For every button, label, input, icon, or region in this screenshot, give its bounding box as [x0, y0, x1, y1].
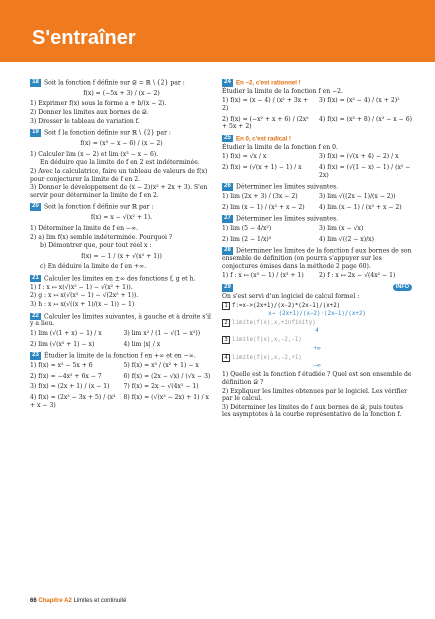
list-item: 4) lim |x| / x: [123, 340, 161, 348]
exercise-intro: Étudier la limite de la fonction f en −2.: [222, 87, 343, 95]
question: 3) Dresser le tableau de variation f.: [30, 117, 140, 125]
list-item: 4) f(x) = (√(1 − x) − 1) / (x² − 2x): [319, 163, 411, 179]
exercise-intro: Déterminer les limites de la fonction f aux bornes de son ensemble de définition (on pourra s'appuyer sur les conjectures émises dans la méthode 2 page 60).: [222, 247, 412, 270]
exercise-number: 21: [30, 275, 41, 283]
exercise-title: En 0, c'est radical !: [236, 135, 291, 143]
list-item: 1) lim (2x + 3) / (3x − 2): [222, 193, 298, 201]
cas-input: limite(f(x),x,-2,-1): [232, 337, 302, 344]
cas-input-row: [222, 354, 412, 362]
list-item: 2) f(x) = −4x² + 6x − 7: [30, 372, 102, 380]
header-banner: [0, 0, 435, 62]
exercise-number: 29: [222, 284, 233, 292]
exercise-intro: Déterminer les limites suivantes.: [236, 215, 339, 223]
list-item: 1) f : x ↦ (x³ − 1) / (x³ + 1): [222, 272, 304, 280]
question: 2) g : x ↦ x(√(x² − 1) − √(2x² + 1)).: [30, 292, 139, 300]
question: 1) f : x ↦ x(√(x² − 1) − √(x² + 1)).: [30, 283, 133, 291]
cas-output: +∞: [313, 345, 321, 352]
list-item: 1) f(x) = √x / x: [222, 153, 267, 161]
exercise-number: 28: [222, 247, 233, 255]
question: 2) a) lim f(x) semble indéterminée. Pourquoi ?: [30, 233, 173, 241]
cas-input: f:=x->(2x+1)/(x-2)*(2x-1)/(x+2): [232, 302, 341, 309]
list-item: 3) f(x) = (2x + 1) / (x − 1): [30, 383, 110, 391]
formula: f(x) = (−5x + 3) / (x − 2): [83, 89, 160, 97]
cas-cell-number: 3: [222, 336, 230, 344]
formula: f(x) = x − √(x² + 1).: [90, 214, 153, 222]
left-column: [30, 78, 213, 413]
list-item: 2) f(x) = (−x² + x + 6) / (2x² + 5x + 2): [222, 115, 309, 131]
question: 2) Expliquer les limites obtenues par le logiciel. Les vérifier par le calcul.: [222, 387, 408, 403]
exercise-intro: Calculer les limites suivantes, à gauche et à droite s'il y a lieu.: [30, 312, 212, 328]
question: 2) Donner les limites aux bornes de 𝒟.: [30, 109, 149, 117]
question: 2) Avec la calculatrice, faire un tableau de valeurs de f(x) pour conjecturer la limite de f en 2.: [30, 167, 208, 183]
right-column: [222, 78, 412, 423]
cas-input: limite(f(x),x,-2,+1): [232, 354, 302, 361]
cas-cell-number: 1: [222, 302, 230, 310]
page-number: 66: [30, 598, 37, 604]
exercise-27: [222, 215, 412, 243]
question: En déduire que la limite de f en 2 est indéterminée.: [40, 159, 200, 167]
question: 1) Calculer lim (x − 2) et lim (x³ − x − 6).: [30, 150, 159, 158]
exercise-intro: Soit la fonction f définie sur 𝒟 = ℝ \ {2} par :: [44, 79, 185, 87]
list-item: 2) lim (2 − 1/x)³: [222, 235, 272, 243]
list-item: 4) f(x) = (2x³ − 3x + 5) / (x³ + x − 3): [30, 394, 116, 409]
list-item: 1) lim (5 − 4/x²): [222, 225, 272, 233]
list-item: 4) f(x) = (x³ + 8) / (x² − x − 6): [319, 115, 412, 123]
cas-input-row: [222, 336, 412, 344]
exercise-25: [222, 135, 412, 179]
exercise-19: [30, 129, 213, 199]
list-item: 5) f(x) = x³ / (x² + 1) − x: [123, 362, 199, 370]
exercise-23: [30, 352, 213, 409]
list-item: 2) lim (√(x² + 1) − x): [30, 340, 95, 348]
exercise-22: [30, 313, 213, 349]
question: 1) Quelle est la fonction f étudiée ? Quel est son ensemble de définition 𝒟 ?: [222, 371, 412, 386]
formula: f(x) = − 1 / (x + √(x² + 1)): [81, 252, 162, 260]
exercise-number: 19: [30, 129, 41, 137]
exercise-intro: Étudier la limite de la fonction f en 0.: [222, 143, 338, 151]
exercise-26: [222, 183, 412, 211]
list-item: 8) f(x) = (√(x² − 2x) + 1) / x: [123, 394, 209, 401]
cas-input-row: [222, 302, 412, 310]
page-title: S'entraîner: [32, 27, 136, 49]
list-item: 6) f(x) = (2x − √x) / (√x − 3): [123, 372, 211, 380]
question: c) En déduire la limite de f en +∞.: [40, 263, 147, 271]
exercise-28: [222, 247, 412, 280]
exercise-intro: On s'est servi d'un logiciel de calcul formel :: [222, 292, 360, 300]
exercise-intro: Étudier la limite de la fonction f en +∞ et en −∞.: [44, 352, 196, 360]
list-item: 3) lim √((2x − 1)/(x − 2)): [319, 193, 396, 201]
exercise-number: 18: [30, 79, 41, 87]
list-item: 1) f(x) = x² − 5x + 6: [30, 362, 93, 370]
question: 1) Déterminer la limite de f en −∞.: [30, 224, 139, 232]
question: 3) Donner le développement de (x − 2)(x² + 2x + 3). S'en servir pour déterminer la limite de f en 2.: [30, 184, 208, 199]
exercise-title: En −2, c'est rationnel !: [236, 79, 301, 87]
exercise-29: [222, 284, 412, 419]
list-item: 4) lim (x − 1) / (x² + x − 2): [319, 203, 402, 211]
question: 3) h : x ↦ x(√((x + 1)/(x − 1)) − 1): [30, 301, 135, 309]
exercise-intro: Déterminer les limites suivantes.: [236, 183, 339, 191]
exercise-number: 27: [222, 215, 233, 223]
cas-output: 4: [315, 328, 319, 335]
question: 3) Déterminer les limites de f aux bornes de 𝒟, puis toutes les asymptotes à la courbe représentative de la fonction f.: [222, 403, 404, 419]
page-footer: [30, 598, 127, 606]
exercise-18: [30, 79, 213, 125]
list-item: 4) lim √((2 − x)/x): [319, 235, 374, 243]
exercise-number: 24: [222, 79, 233, 87]
list-item: 3) lim x² / (1 − √(1 − x²)): [123, 330, 201, 338]
exercise-21: [30, 275, 213, 309]
exercise-intro: Soit la fonction f définie sur ℝ par :: [44, 203, 154, 211]
chapter-title: Limites et continuité: [73, 598, 127, 604]
list-item: 2) f : x ↦ 2x − √(4x² − 1): [319, 272, 396, 280]
chapter-label: Chapitre A2: [38, 598, 72, 604]
list-item: 2) f(x) = (√(x + 1) − 1) / x: [222, 163, 302, 171]
exercise-20: [30, 203, 213, 271]
exercise-intro: Soit f la fonction définie sur ℝ \ {2} par :: [44, 129, 171, 137]
question: 1) Exprimer f(x) sous la forme a + b/(x − 2).: [30, 100, 167, 108]
cas-input: limite(f(x),x,+infinity): [232, 319, 316, 326]
info-badge: INFO: [393, 284, 412, 291]
list-item: 3) f(x) = (√(x + 4) − 2) / x: [319, 153, 399, 161]
exercise-number: 25: [222, 135, 233, 143]
cas-input-row: [222, 319, 412, 327]
list-item: 7) f(x) = 2x − √(4x² − 1): [123, 383, 199, 391]
cas-cell-number: 4: [222, 354, 230, 362]
formula: f(x) = (x³ − x − 6) / (x − 2): [80, 140, 163, 148]
exercise-number: 26: [222, 183, 233, 191]
exercise-24: [222, 79, 412, 131]
list-item: 1) lim (√(1 + x) − 1) / x: [30, 330, 102, 338]
cas-output: −∞: [313, 363, 321, 370]
list-item: 1) f(x) = (x − 4) / (x² + 3x + 2): [222, 97, 309, 113]
list-item: 3) f(x) = (x² − 4) / (x + 2)²: [319, 97, 400, 105]
exercise-number: 22: [30, 313, 41, 321]
exercise-number: 20: [30, 203, 41, 211]
exercise-number: 23: [30, 352, 41, 360]
exercise-intro: Calculer les limites en ±∞ des fonctions f, g et h.: [44, 275, 196, 283]
list-item: 2) lim (x − 1) / (x² + x − 2): [222, 203, 305, 211]
question: b) Démontrer que, pour tout réel x :: [40, 242, 152, 250]
list-item: 3) lim (x − √x): [319, 225, 364, 233]
cas-output: x→ (2x+1)/(x−2)·(2x−1)/(x+2): [268, 310, 366, 317]
cas-cell-number: 2: [222, 319, 230, 327]
